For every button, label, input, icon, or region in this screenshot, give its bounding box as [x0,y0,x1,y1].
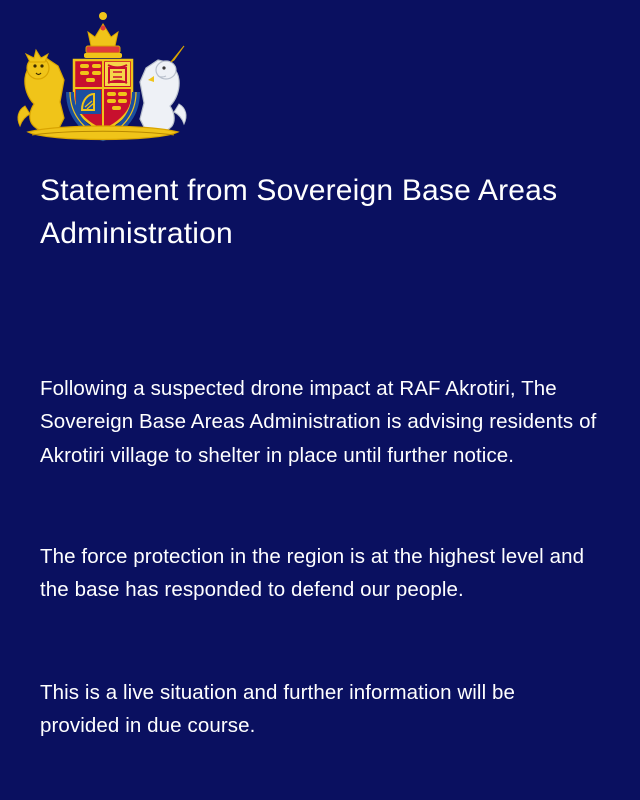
statement-paragraph-3: This is a live situation and further information will be provided in due course. [40,681,516,738]
statement-paragraph-1: Following a suspected drone impact at RAF Akrotiri, The Sovereign Base Areas Administration is advising residents of Akrotiri village to shelter in place until further notice. [40,377,597,467]
statement-paragraph-2: The force protection in the region is at the highest level and the base has responded to defend our people. [40,545,585,602]
page-title: Statement from Sovereign Base Areas Administration [40,174,558,250]
royal-coat-of-arms-icon [8,6,198,151]
